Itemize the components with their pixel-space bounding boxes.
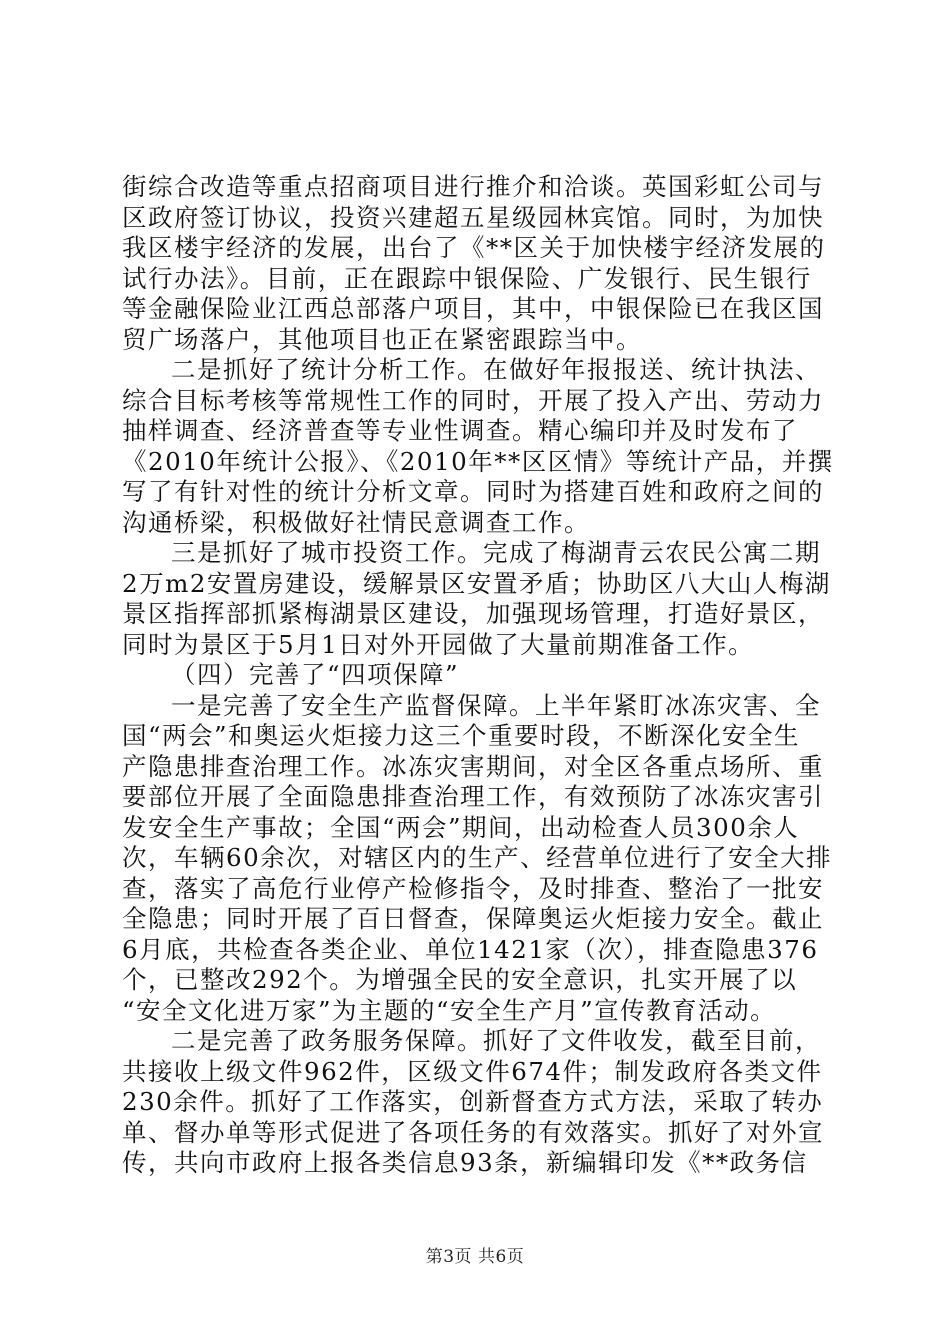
text-line: 要部位开展了全面隐患排查治理工作，有效预防了冰冻灾害引 [122, 782, 824, 811]
text-line: 三是抓好了城市投资工作。完成了梅湖青云农民公寓二期 [171, 538, 821, 567]
text-line: 等金融保险业江西总部落户项目，其中，中银保险已在我区国 [122, 294, 824, 323]
text-line: 试行办法》。目前，正在跟踪中银保险、广发银行、民生银行 [122, 263, 812, 293]
text-line: 国“两会”和奥运火炬接力这三个重要时段，不断深化安全生 [122, 721, 801, 750]
document-body [122, 172, 834, 1179]
page-footer: 第3页 共6页 [425, 1247, 525, 1267]
text-line: 230余件。抓好了工作落实，创新督查方式方法，采取了转办 [122, 1087, 824, 1116]
text-line: 区政府签订协议，投资兴建超五星级园林宾馆。同时，为加快 [122, 202, 824, 232]
text-line: “安全文化进万家”为主题的“安全生产月”宣传教育活动。 [122, 995, 777, 1025]
text-line: 个，已整改292个。为增强全民的安全意识，扎实开展了以 [122, 965, 798, 994]
text-line: 查，落实了高危行业停产检修指令，及时排查、整治了一批安 [122, 873, 824, 903]
text-line: 共接收上级文件962件，区级文件674件；制发政府各类文件 [122, 1056, 823, 1086]
text-line: 《2010年统计公报》、《2010年**区区情》等统计产品，并撰 [122, 446, 834, 476]
text-line: 发安全生产事故；全国“两会”期间，出动检查人员300余人 [122, 812, 800, 842]
text-line: 全隐患；同时开展了百日督查，保障奥运火炬接力安全。截止 [122, 904, 824, 933]
text-line: 沟通桥梁，积极做好社情民意调查工作。 [122, 507, 590, 537]
text-line: 6月底，共检查各类企业、单位1421家（次），排查隐患376 [122, 934, 819, 964]
text-line: 产隐患排查治理工作。冰冻灾害期间，对全区各重点场所、重 [122, 751, 824, 781]
text-line: 街综合改造等重点招商项目进行推介和洽谈。英国彩虹公司与 [122, 172, 824, 201]
text-line: 2万m2安置房建设，缓解景区安置矛盾；协助区八大山人梅湖 [122, 568, 831, 598]
text-line: 二是抓好了统计分析工作。在做好年报报送、统计执法、 [171, 355, 821, 384]
text-line: 写了有针对性的统计分析文章。同时为搭建百姓和政府之间的 [122, 477, 824, 506]
text-line: 我区楼宇经济的发展，出台了《**区关于加快楼宇经济发展的 [122, 233, 826, 262]
text-line: 传，共向市政府上报各类信息93条，新编辑印发《**政务信 [122, 1148, 808, 1177]
text-line: 综合目标考核等常规性工作的同时，开展了投入产出、劳动力 [122, 385, 824, 415]
text-line: 景区指挥部抓紧梅湖景区建设，加强现场管理，打造好景区， [122, 599, 824, 628]
text-line: （四）完善了“四项保障” [171, 660, 460, 689]
text-line: 二是完善了政务服务保障。抓好了文件收发，截至目前， [171, 1026, 821, 1055]
text-line: 同时为景区于5月1日对外开园做了大量前期准备工作。 [122, 629, 755, 659]
text-line: 次，车辆60余次，对辖区内的生产、经营单位进行了安全大排 [122, 843, 833, 872]
text-line: 单、督办单等形式促进了各项任务的有效落实。抓好了对外宣 [122, 1117, 824, 1147]
text-line: 贸广场落户，其他项目也正在紧密跟踪当中。 [122, 324, 642, 354]
text-line: 抽样调查、经济普查等专业性调查。精心编印并及时发布了 [122, 416, 798, 445]
text-line: 一是完善了安全生产监督保障。上半年紧盯冰冻灾害、全 [171, 690, 821, 720]
